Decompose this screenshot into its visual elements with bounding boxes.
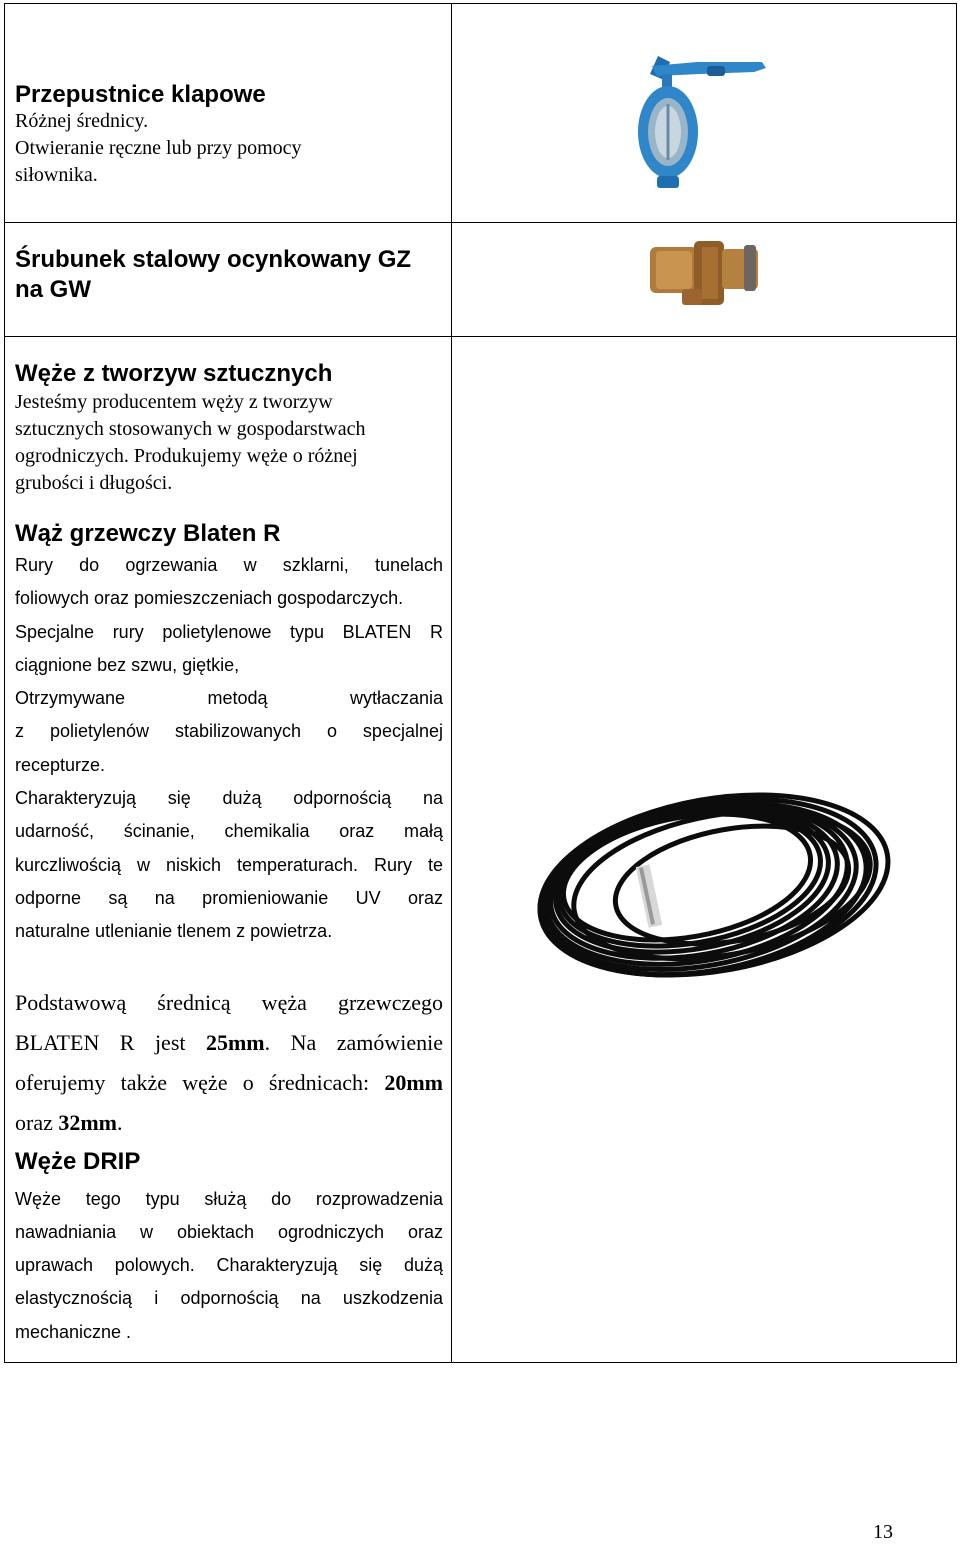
valve-line-3: siłownika. bbox=[15, 164, 98, 186]
diameter-line-2 bbox=[15, 1023, 443, 1063]
hoses-line-2: sztucznych stosowanych w gospodarstwach bbox=[15, 418, 366, 440]
diameter-line-4-a: oraz bbox=[15, 1109, 59, 1135]
drip-line-5: mechaniczne . bbox=[15, 1321, 132, 1342]
valve-title: Przepustnice klapowe bbox=[15, 81, 266, 108]
text-cell-union bbox=[5, 223, 452, 337]
hoses-line-1: Jesteśmy producentem węży z tworzyw bbox=[15, 391, 333, 413]
image-cell-hose bbox=[452, 337, 957, 1363]
diameter-line-2-c: . Na zamówienie bbox=[264, 1029, 443, 1055]
diameter-line-1: Podstawową średnicą węża grzewczego bbox=[15, 989, 443, 1015]
valve-line-2: Otwieranie ręczne lub przy pomocy bbox=[15, 137, 302, 159]
diameter-line-3 bbox=[15, 1063, 443, 1103]
diameter-paragraph bbox=[15, 983, 443, 1143]
diameter-line-2-a: BLATEN R jest bbox=[15, 1029, 206, 1055]
product-table bbox=[4, 3, 957, 1363]
image-cell-valve bbox=[452, 4, 957, 223]
blaten-line-7: recepturze. bbox=[15, 754, 106, 775]
blaten-line-2: foliowych oraz pomieszczeniach gospodarczych. bbox=[15, 588, 404, 609]
blaten-line-4: ciągnione bez szwu, giętkie, bbox=[15, 654, 240, 675]
blaten-line-5: Otrzymywane metodą wytłaczania bbox=[15, 688, 443, 709]
diameter-line-3-a: oferujemy także węże o średnicach: bbox=[15, 1069, 385, 1095]
union-title-line-1: Śrubunek stalowy ocynkowany GZ bbox=[15, 246, 412, 273]
blaten-line-11: odporne są na promieniowanie UV oraz bbox=[15, 887, 443, 908]
row-pipe-union bbox=[5, 223, 957, 337]
blaten-line-8: Charakteryzują się dużą odpornością na bbox=[15, 788, 443, 809]
row-butterfly-valve bbox=[5, 4, 957, 223]
drip-line-4: elastycznością i odpornością na uszkodzenia bbox=[15, 1288, 443, 1309]
blaten-line-3: Specjalne rury polietylenowe typu BLATEN R bbox=[15, 621, 443, 642]
diameter-32mm: 32mm bbox=[58, 1109, 118, 1135]
page-number: 13 bbox=[873, 1521, 893, 1543]
butterfly-valve-image bbox=[452, 4, 958, 221]
text-cell-hoses bbox=[5, 337, 452, 1363]
hoses-line-4: grubości i długości. bbox=[15, 472, 173, 494]
blaten-line-1: Rury do ogrzewania w szklarni, tunelach bbox=[15, 555, 443, 575]
image-cell-union bbox=[452, 223, 957, 337]
diameter-25mm: 25mm bbox=[205, 1029, 265, 1055]
blaten-line-12: naturalne utlenianie tlenem z powietrza. bbox=[15, 921, 333, 942]
pipe-union-image bbox=[452, 223, 958, 335]
text-cell-valve bbox=[5, 4, 452, 223]
union-title-line-2: na GW bbox=[15, 276, 91, 303]
diameter-line-4-c: . bbox=[117, 1109, 123, 1135]
blaten-line-9: udarność, ścinanie, chemikalia oraz małą bbox=[15, 821, 443, 842]
drip-title: Węże DRIP bbox=[15, 1147, 141, 1175]
row-hoses bbox=[5, 337, 957, 1363]
blaten-line-10: kurczliwością w niskich temperaturach. Rury te bbox=[15, 854, 443, 875]
drip-line-1: Węże tego typu służą do rozprowadzenia bbox=[15, 1188, 443, 1209]
blaten-title: Wąż grzewczy Blaten R bbox=[15, 520, 281, 547]
diameter-line-4 bbox=[15, 1103, 443, 1143]
blaten-line-6: z polietylenów stabilizowanych o specjalnej bbox=[15, 721, 443, 742]
drip-line-3: uprawach polowych. Charakteryzują się dużą bbox=[15, 1255, 443, 1276]
diameter-20mm: 20mm bbox=[384, 1069, 443, 1095]
coiled-hose-image bbox=[452, 337, 958, 1361]
hoses-line-3: ogrodniczych. Produkujemy węże o różnej bbox=[15, 445, 358, 467]
valve-line-1: Różnej średnicy. bbox=[15, 110, 149, 132]
drip-line-2: nawadniania w obiektach ogrodniczych oraz bbox=[15, 1221, 443, 1242]
hoses-title: Węże z tworzyw sztucznych bbox=[15, 360, 333, 387]
